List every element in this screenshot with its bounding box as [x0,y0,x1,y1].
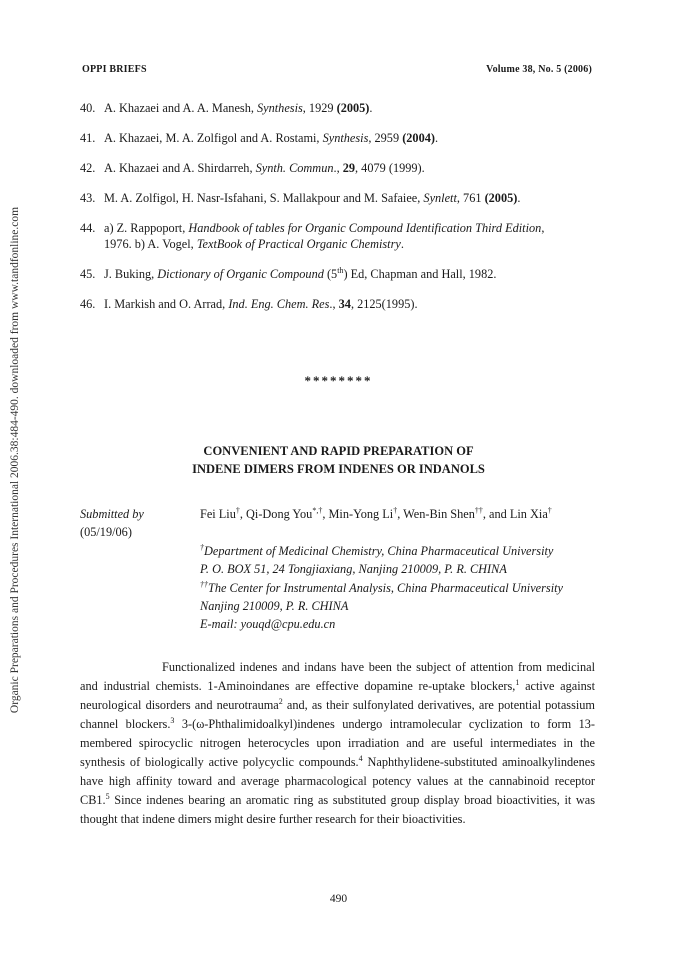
reference-number: 46. [80,297,96,311]
body-sentence: Naphthylidene-substituted aminoalkylindenes have high affinity toward and average pharmacological potency values at the cannabinoid receptor CB1. [80,755,595,807]
affiliation-text: Nanjing 210009, P. R. CHINA [200,598,349,613]
affiliation-text: The Center for Instrumental Analysis, China Pharmaceutical University [208,580,563,595]
author-list [200,505,552,523]
reference-pages: , 2959 [368,131,403,145]
author-name: Qi-Dong You [246,507,313,521]
article-title-line-2: INDENE DIMERS FROM INDENES OR INDANOLS [192,462,485,476]
author-name: Fei Liu [200,507,236,521]
submitted-by-label: Submitted by [80,507,144,521]
body-sentence: Since indenes bearing an aromatic ring as substituted group display broad bioactivities, it was thought that indene dimers might desire further research for their bioactivities. [80,793,595,826]
author-name: Lin Xia [509,507,548,521]
citation-mark: 4 [358,753,363,763]
body-sentence: Functionalized indenes and indans have been the subject of attention from medicinal and industrial chemists. 1-Aminoindanes are effective dopamine re-uptake blockers, [80,660,595,693]
author-separator: , [397,507,404,521]
author-separator: , [239,507,247,521]
reference-journal: Synthesis [257,101,303,115]
reference-number: 42. [80,161,96,175]
citation-mark: 2 [278,696,283,706]
author-mark: † [547,505,552,515]
download-watermark [0,0,30,961]
reference-journal: Synth. Commun [255,161,334,175]
author-name: Wen-Bin Shen [403,507,475,521]
affiliations [200,542,563,633]
contact-email [200,615,563,633]
affiliation-text: Department of Medicinal Chemistry, China Pharmaceutical University [204,544,554,558]
reference-number: 43. [80,191,96,205]
reference-year: (2004) [402,131,435,145]
submission-date: (05/19/06) [80,525,132,539]
reference-punct: ., [333,161,343,175]
reference-45 [80,266,600,282]
affiliation-line [200,560,563,578]
reference-volume: 34 [338,297,351,311]
download-watermark-text: Organic Preparations and Procedures International 2006.38:484-490. downloaded from www.tandfonline.com [9,206,21,714]
reference-pages: , 2125(1995). [350,297,418,311]
author-separator: , and [482,507,510,521]
article-title-line-1: CONVENIENT AND RAPID PREPARATION OF [203,444,474,458]
reference-journal: Ind. Eng. Chem. Res [228,297,330,311]
reference-number: 41. [80,131,96,145]
affiliation-line [200,597,563,615]
body-sentence: active against neurological disorders and neurotrauma [80,679,595,712]
author-mark: † [393,505,398,515]
author-name: Min-Yong Li [328,507,394,521]
reference-punct: , [541,221,545,235]
reference-tail: . [434,131,439,145]
author-separator: , [322,507,329,521]
reference-tail: . [369,101,373,115]
reference-authors: A. Khazaei and A. A. Manesh, [104,101,257,115]
reference-list [80,100,600,312]
affiliation-line [200,579,563,597]
reference-43 [80,190,600,206]
affiliation-text: P. O. BOX 51, 24 Tongjiaxiang, Nanjing 210009, P. R. CHINA [200,562,507,577]
running-header [82,64,592,78]
reference-authors: A. Khazaei and A. Shirdarreh, [104,161,256,175]
reference-number: 44. [80,221,96,235]
reference-44 [80,220,600,252]
citation-mark: 3 [170,715,175,725]
reference-year: (2005) [484,191,518,205]
article-title [0,442,677,478]
reference-year: (2005) [336,101,370,115]
affiliation-mark: †† [200,579,208,589]
reference-tail: . [517,191,521,205]
reference-volume: 29 [342,161,356,175]
reference-pages: , 761 [456,191,485,205]
reference-number: 45. [80,267,96,281]
body-sentence: 3-(ω-Phthalimidoalkyl)indenes undergo intramolecular cyclization to form 13-membered spirocyclic nitrogen heterocycles upon irradiation and are useful intermediates in the synthesis of biologically active polycyclic compounds. [80,717,595,769]
email-text: E-mail: youqd@cpu.edu.cn [200,617,336,632]
author-mark: *,† [312,505,323,515]
reference-42 [80,160,600,176]
reference-pages: , 4079 (1999). [355,161,425,175]
author-mark: † [235,505,240,515]
reference-authors: A. Khazaei, M. A. Zolfigol and A. Rostami, [104,131,323,145]
reference-book-title: Handbook of tables for Organic Compound Identification Third Edition [188,221,542,235]
reference-40 [80,100,600,116]
reference-46 [80,296,600,312]
section-separator: ******** [304,373,373,388]
citation-mark: 1 [515,677,520,687]
affiliation-mark: † [200,542,204,552]
reference-book-title: Dictionary of Organic Compound [157,267,324,281]
reference-edition-sup: th [337,265,344,275]
reference-publisher: ) Ed, Chapman and Hall, 1982. [343,267,497,281]
affiliation-line [200,542,563,560]
body-sentence: and, as their sulfonylated derivatives, are potential potassium channel blockers. [80,698,595,731]
author-mark: †† [474,505,483,515]
reference-edition: (5 [323,267,338,281]
reference-authors: 1976. b) A. Vogel, [104,237,197,251]
journal-section-label: OPPI BRIEFS [82,64,147,75]
citation-mark: 5 [105,791,110,801]
body-paragraph [80,658,595,829]
reference-authors: I. Markish and O. Arrad, [104,297,229,311]
reference-41 [80,130,600,146]
reference-journal: Synlett [423,191,457,205]
page-number: 490 [329,893,348,905]
reference-number: 40. [80,101,96,115]
reference-authors: M. A. Zolfigol, H. Nasr-Isfahani, S. Mallakpour and M. Safaiee, [104,191,424,205]
volume-label: Volume 38, No. 5 (2006) [486,64,592,75]
reference-authors: a) Z. Rappoport, [104,221,189,235]
reference-book-title: TextBook of Practical Organic Chemistry [196,237,401,251]
submission-info [80,505,144,541]
introduction-paragraph [80,658,595,829]
reference-punct: . [400,237,404,251]
reference-journal: Synthesis [322,131,369,145]
reference-pages: , 1929 [302,101,337,115]
reference-authors: J. Buking, [104,267,158,281]
reference-punct: ., [329,297,339,311]
